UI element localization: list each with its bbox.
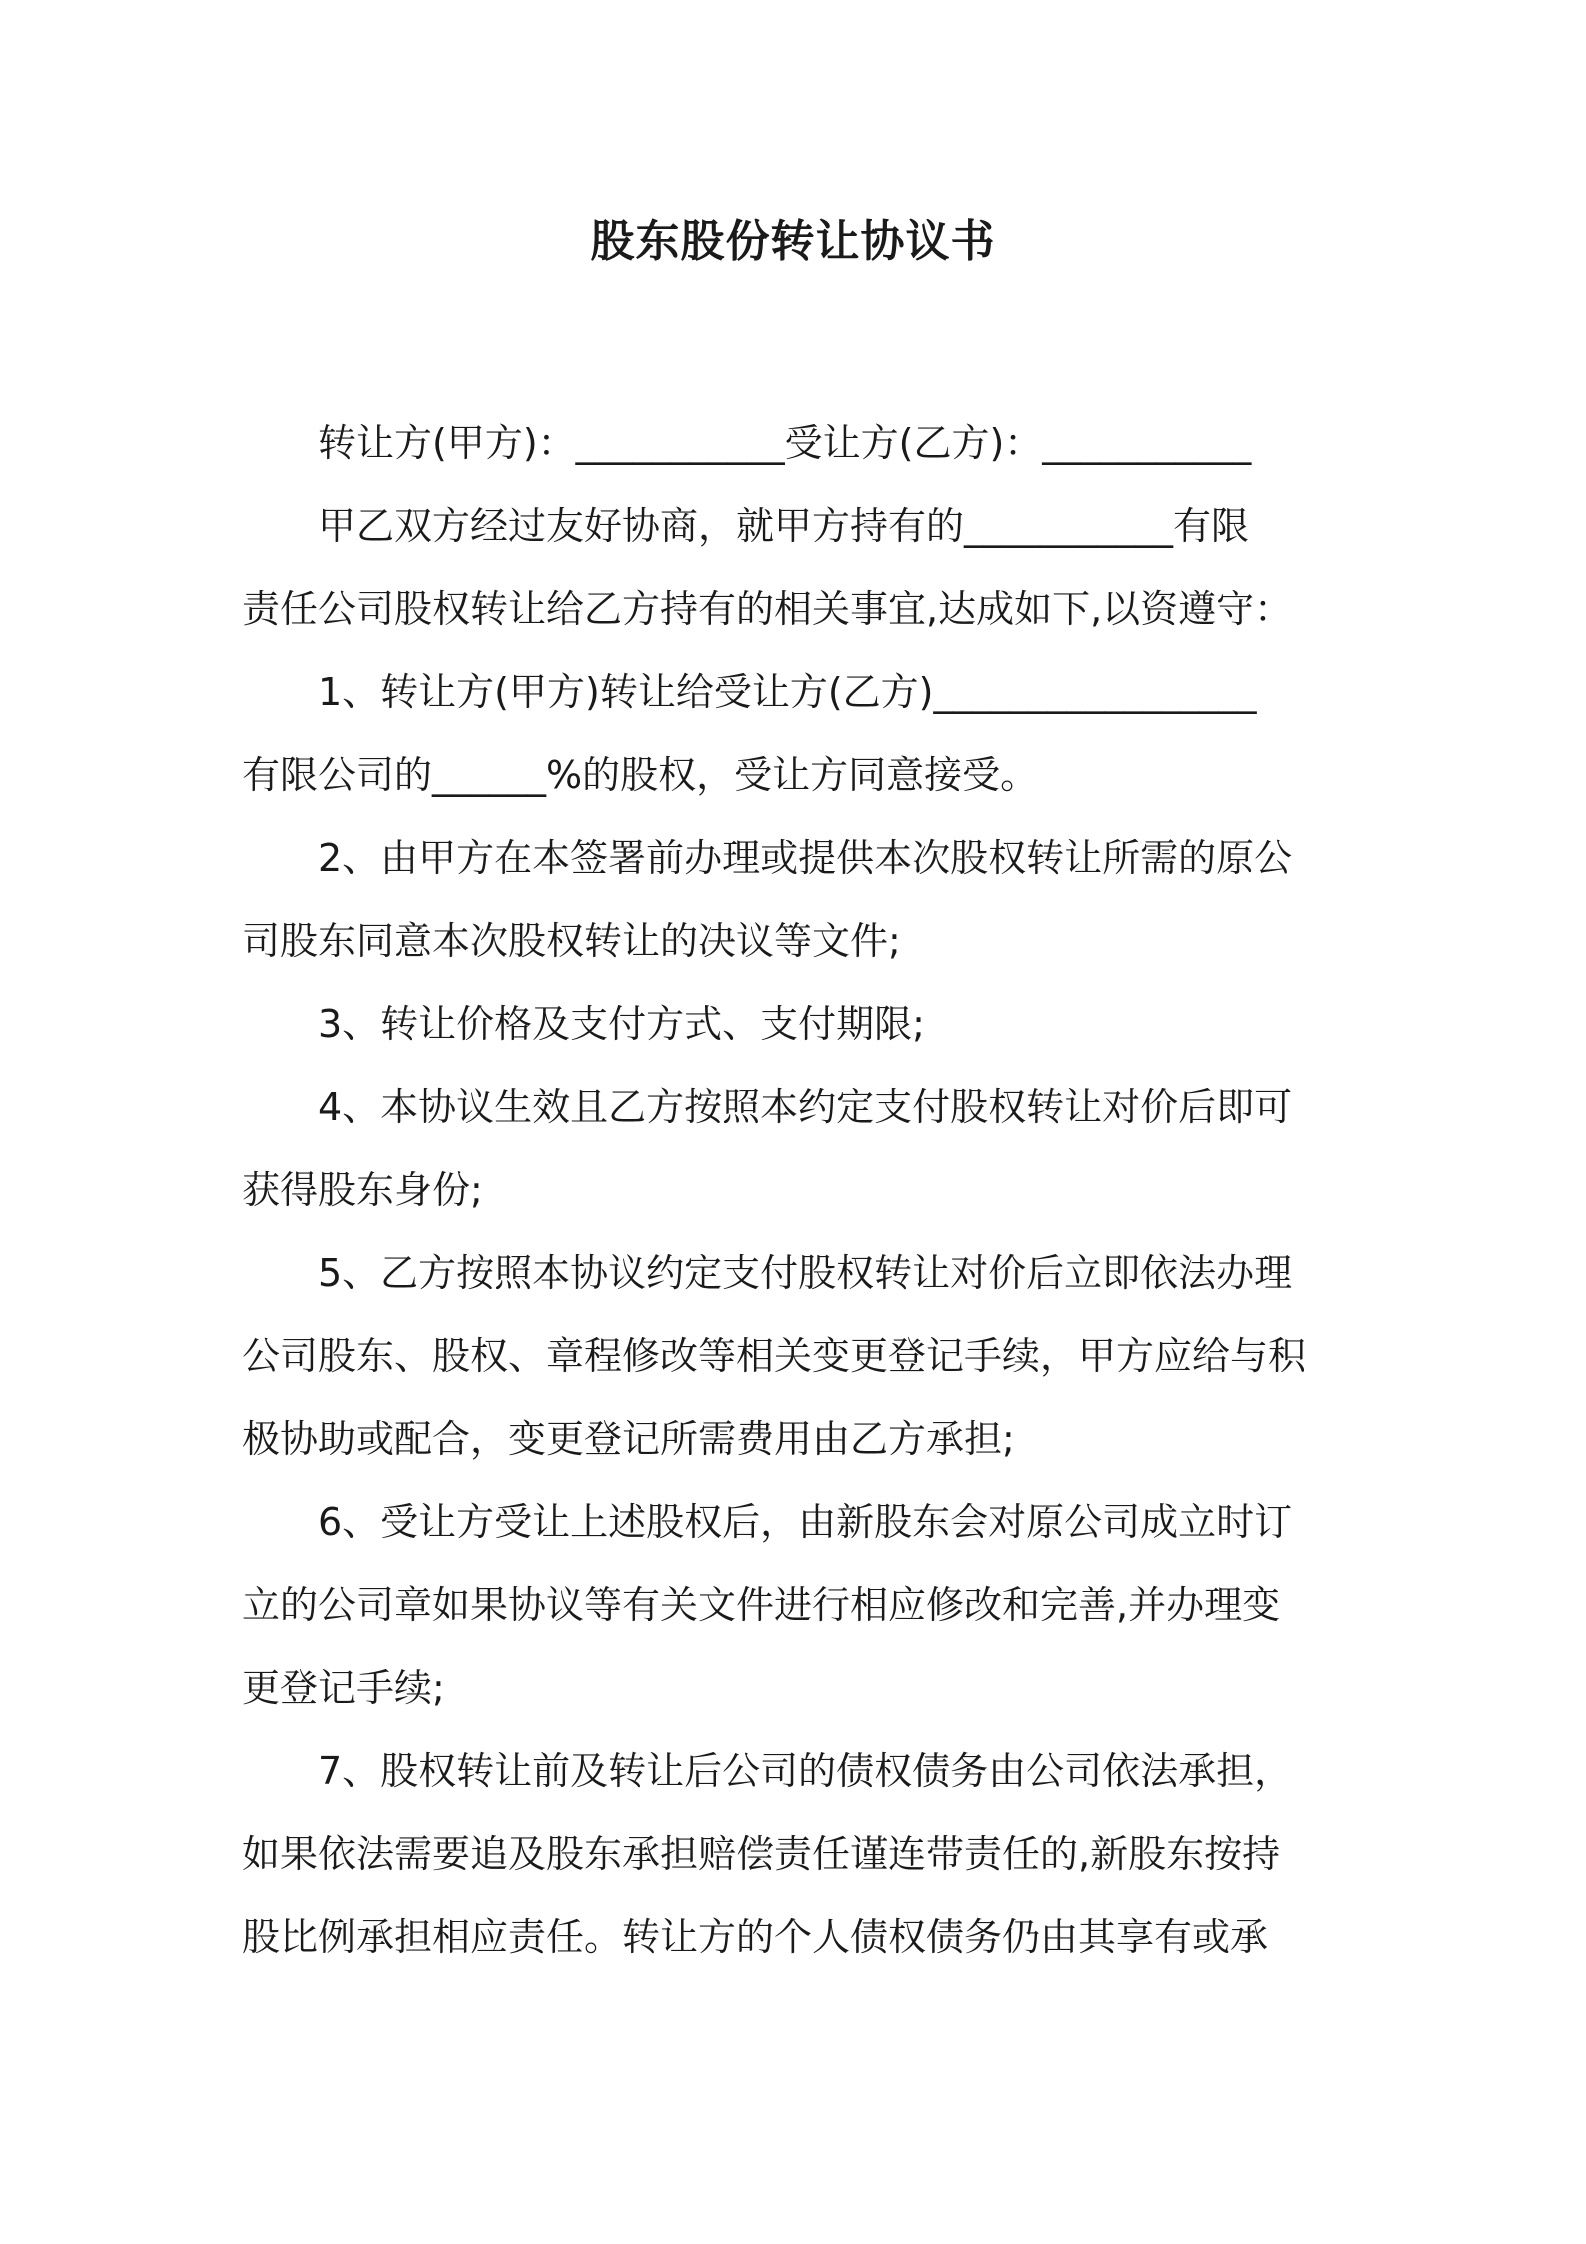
text-line: 如果依法需要追及股东承担赔偿责任谨连带责任的,新股东按持	[242, 1832, 1281, 1876]
text-line: 股比例承担相应责任。转让方的个人债权债务仍由其享有或承	[242, 1915, 1269, 1959]
preamble-paragraph	[242, 485, 1354, 651]
clause-1	[242, 651, 1354, 817]
text-line: 有限公司的______%的股权，受让方同意接受。	[242, 753, 1039, 797]
document-title: 股东股份转让协议书	[590, 216, 996, 267]
text-line: 3、转让价格及支付方式、支付期限;	[318, 1002, 925, 1046]
text-line: 4、本协议生效且乙方按照本约定支付股权转让对价后即可	[318, 1085, 1293, 1129]
text-line: 5、乙方按照本协议约定支付股权转让对价后立即依法办理	[318, 1251, 1293, 1295]
clause-2	[242, 817, 1354, 983]
text-line: 7、股权转让前及转让后公司的债权债务由公司依法承担，	[318, 1749, 1293, 1793]
text-line: 6、受让方受让上述股权后，由新股东会对原公司成立时订	[318, 1500, 1293, 1544]
clause-3	[242, 983, 1354, 1066]
text-line: 甲乙双方经过友好协商，就甲方持有的___________有限	[318, 504, 1250, 548]
text-line: 转让方(甲方)：___________受让方(乙方)：___________	[318, 421, 1252, 465]
text-line: 极协助或配合，变更登记所需费用由乙方承担;	[242, 1417, 1015, 1461]
clause-5	[242, 1232, 1354, 1481]
clause-6	[242, 1481, 1354, 1730]
parties-line	[242, 402, 1354, 485]
text-line: 更登记手续;	[242, 1666, 445, 1710]
text-line: 责任公司股权转让给乙方持有的相关事宜,达成如下,以资遵守：	[242, 587, 1293, 631]
text-line: 立的公司章如果协议等有关文件进行相应修改和完善,并办理变	[242, 1583, 1281, 1627]
text-line: 公司股东、股权、章程修改等相关变更登记手续，甲方应给与积	[242, 1334, 1307, 1378]
text-line: 2、由甲方在本签署前办理或提供本次股权转让所需的原公	[318, 836, 1293, 880]
text-line: 获得股东身份;	[242, 1168, 483, 1212]
clause-4	[242, 1066, 1354, 1232]
text-line: 1、转让方(甲方)转让给受让方(乙方)_________________	[318, 670, 1257, 714]
text-line: 司股东同意本次股权转让的决议等文件;	[242, 919, 901, 963]
clause-7	[242, 1730, 1354, 1979]
document-body	[242, 402, 1354, 1979]
